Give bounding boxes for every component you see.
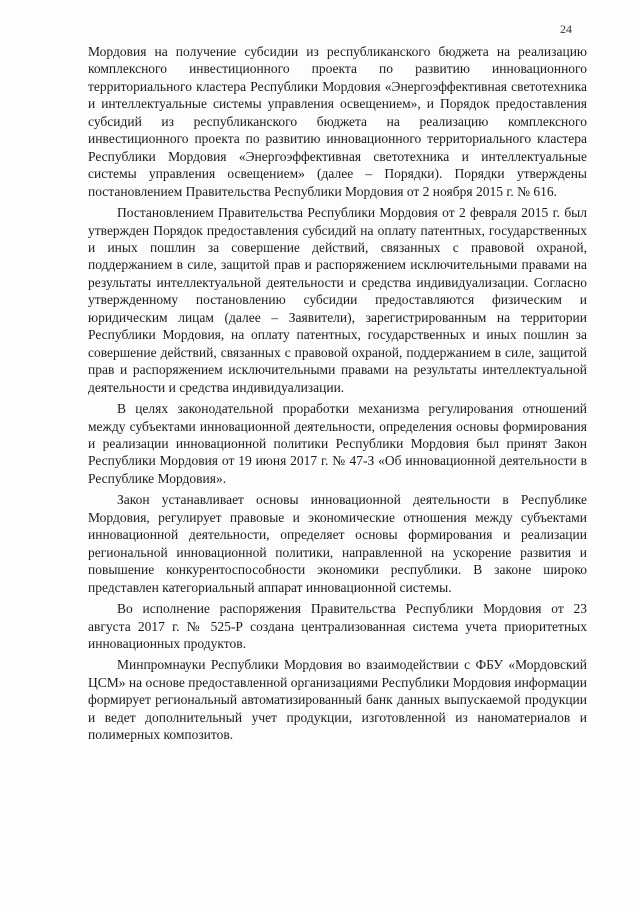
paragraph: Мордовия на получение субсидии из республиканского бюджета на реализацию комплексного инвестиционного проекта по развитию инновационного территориального кластера Республики Мордовия «Энергоэффективная светотехника и интеллектуальные системы управления освещением», и Порядок предоставления субсидий из республиканского бюджета на реализацию комплексного инвестиционного проекта по развитию инновационного территориального кластера Республики Мордовия «Энергоэффективная светотехника и интеллектуальные системы управления освещением» (далее – Порядки). Порядки утверждены постановлением Правительства Республики Мордовия от 2 ноября 2015 г. № 616. — [88, 44, 587, 199]
paragraph: Постановлением Правительства Республики Мордовия от 2 февраля 2015 г. был утвержден Порядок предоставления субсидий на оплату патентных, государственных и иных пошлин за совершение действий, связанных с правовой охраной, поддержанием в силе, защитой прав и распоряжением исключительными правами на результаты интеллектуальной деятельности и средства индивидуализации. Согласно утвержденному постановлению субсидии предоставляются физическим и юридическим лицам (далее – Заявители), зарегистрированным на территории Республики Мордовия, на оплату патентных, государственных и иных пошлин за совершение действий, связанных с правовой охраной, поддержанием в силе, защитой прав и распоряжением исключительными правами на результаты интеллектуальной деятельности и средства индивидуализации. — [88, 205, 587, 395]
paragraph: Минпромнауки Республики Мордовия во взаимодействии с ФБУ «Мордовский ЦСМ» на основе предоставленной организациями Республики Мордовия информации формирует региональный автоматизированный банк данных выпускаемой продукции и ведет дополнительный учет продукции, изготовленной из наноматериалов и полимерных композитов. — [88, 657, 587, 743]
paragraph: Закон устанавливает основы инновационной деятельности в Республике Мордовия, регулирует правовые и экономические отношения между субъектами инновационной деятельности, определяет основы формирования и реализации региональной инновационной политики, направленной на ускорение развития и повышение конкурентоспособности экономики республики. В законе широко представлен категориальный аппарат инновационной системы. — [88, 492, 587, 595]
page-number: 24 — [560, 22, 572, 36]
paragraph: В целях законодательной проработки механизма регулирования отношений между субъектами инновационной деятельности, определения основы формирования и реализации инновационной политики Республики Мордовия был принят Закон Республики Мордовия от 19 июня 2017 г. № 47-З «Об инновационной деятельности в Республике Мордовия». — [88, 401, 587, 486]
body-text — [88, 43, 587, 744]
paragraph: Во исполнение распоряжения Правительства Республики Мордовия от 23 августа 2017 г. № 525-Р создана централизованная система учета приоритетных инновационных продуктов. — [88, 601, 587, 651]
